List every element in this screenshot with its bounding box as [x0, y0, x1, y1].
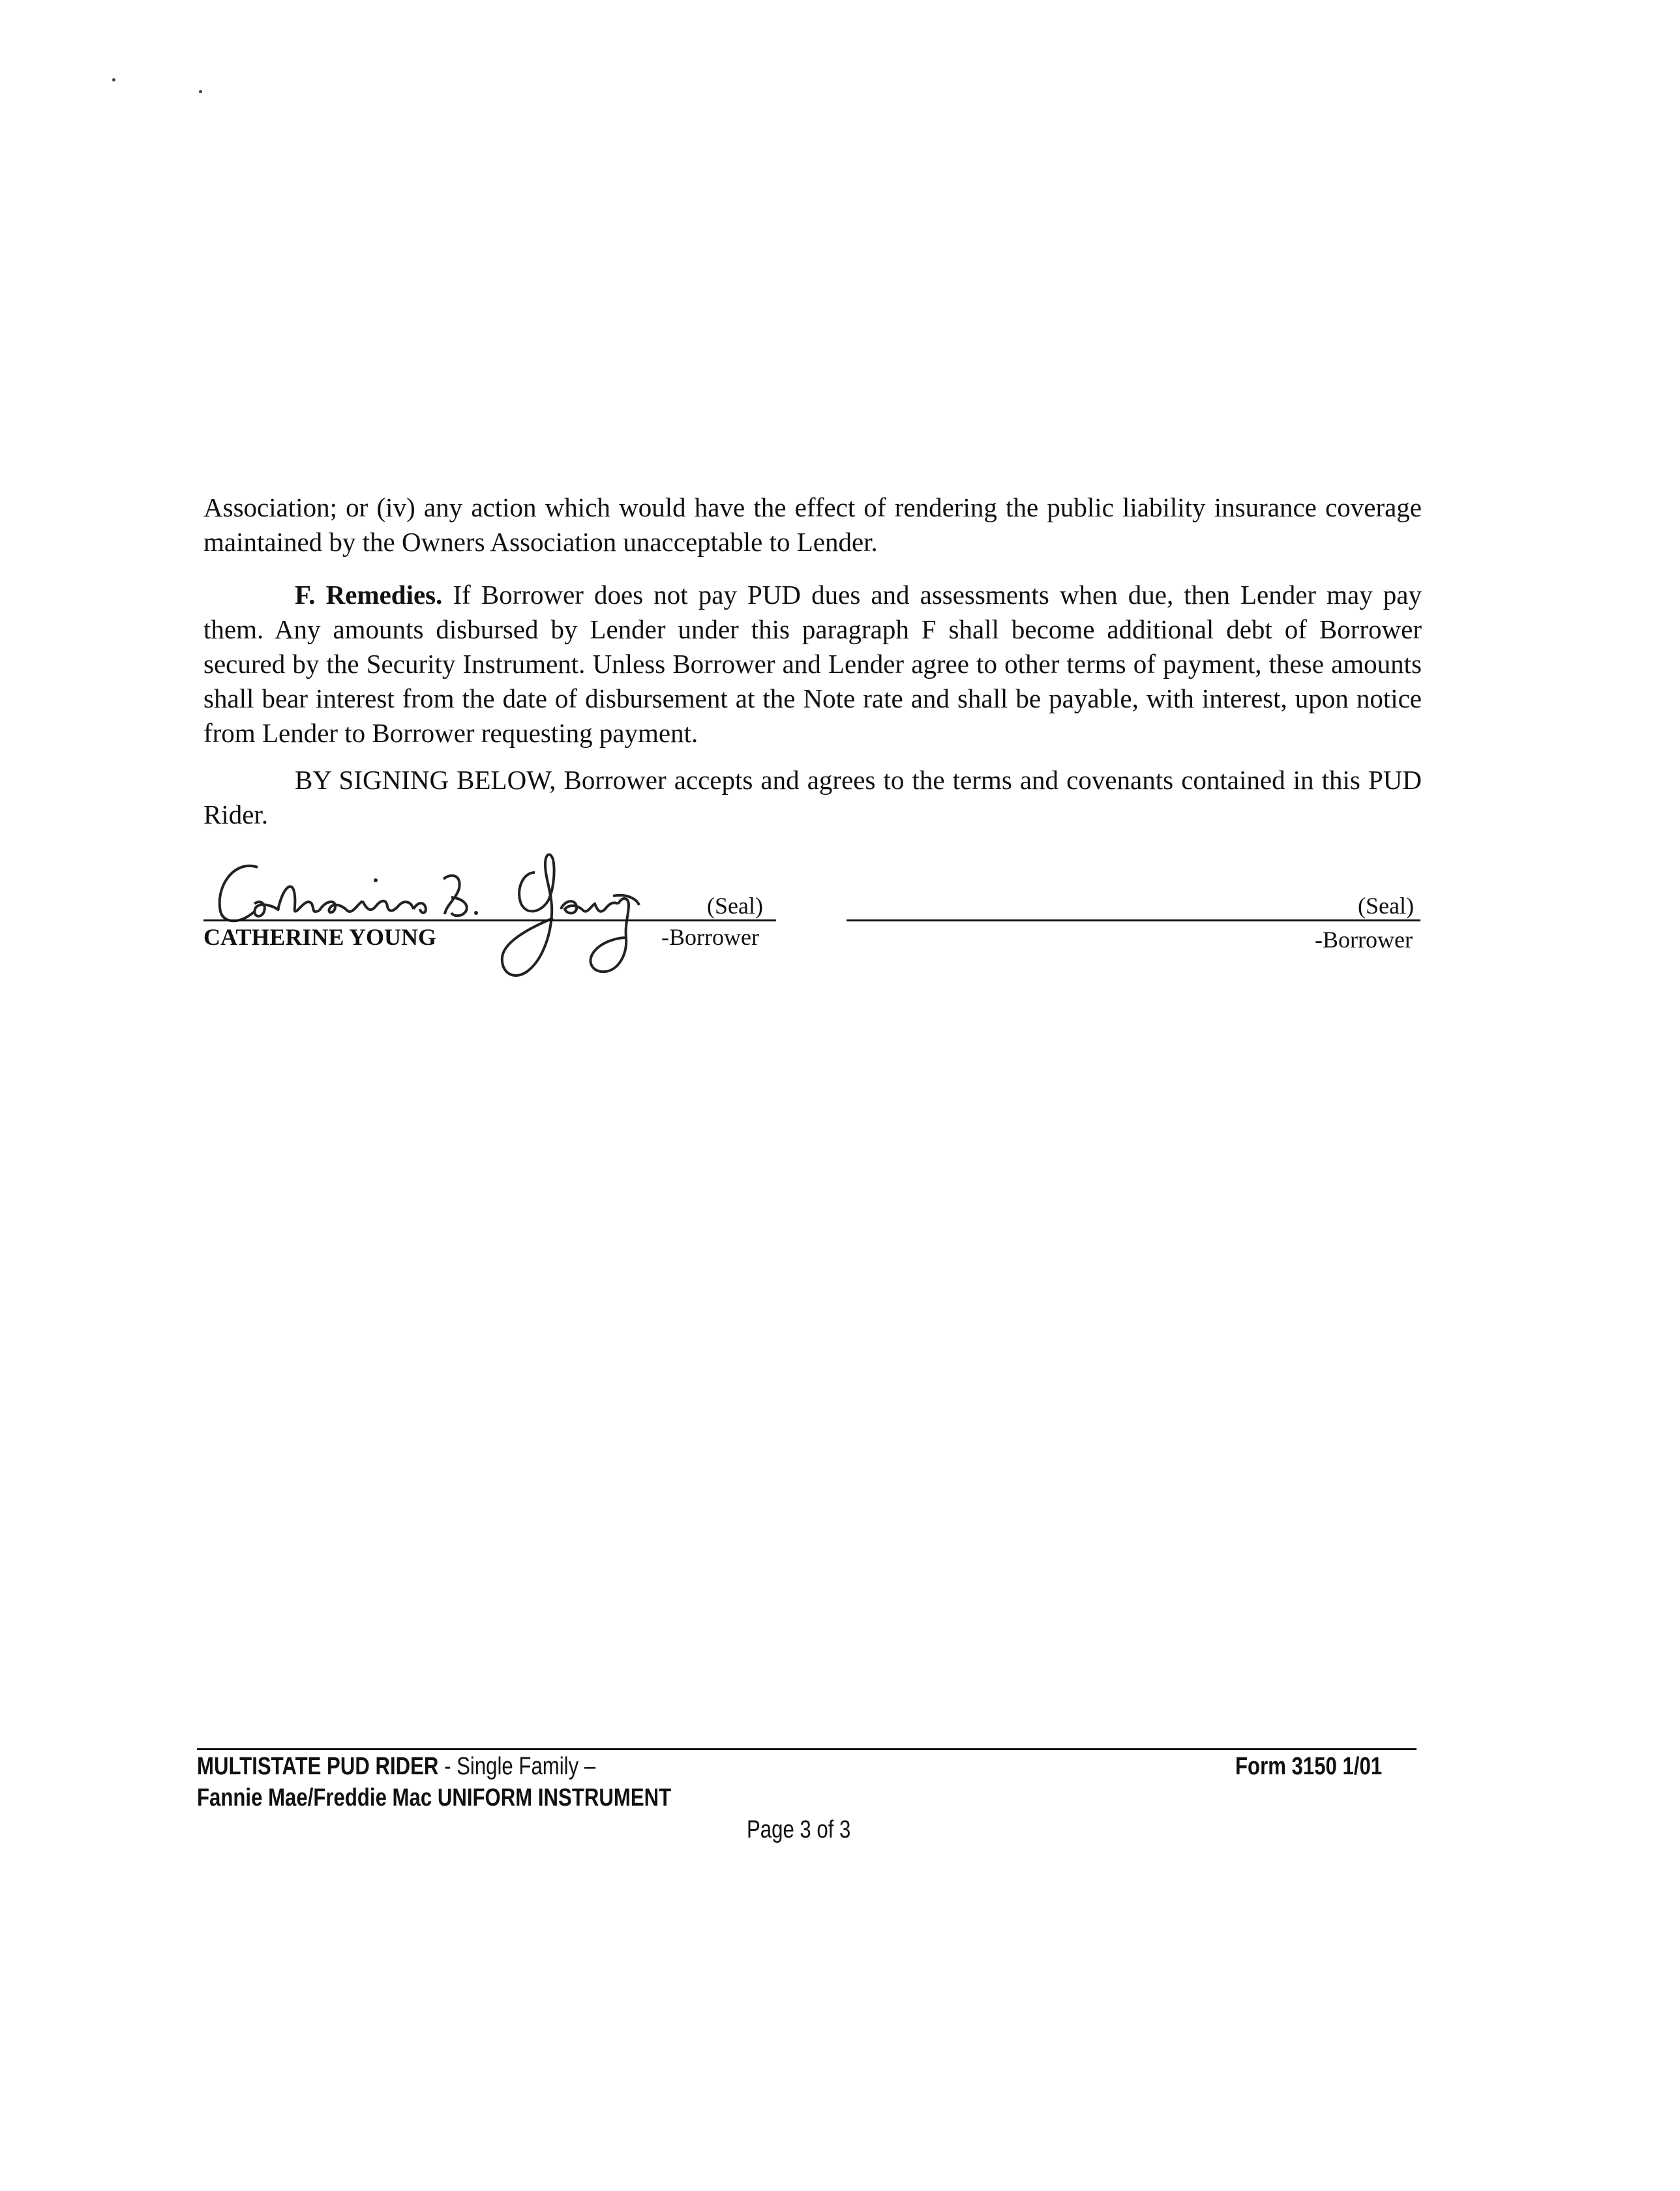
signer-name: CATHERINE YOUNG — [203, 924, 437, 950]
footer-title-line — [197, 1753, 595, 1781]
remedies-heading: F. Remedies. — [295, 580, 443, 610]
footer-title-suffix: - Single Family – — [438, 1753, 596, 1780]
signature-line-left — [203, 919, 776, 921]
seal-label-left: (Seal) — [707, 893, 763, 919]
footer-rule — [197, 1748, 1417, 1750]
handwritten-signature — [196, 833, 691, 983]
page-number: Page 3 of 3 — [747, 1816, 851, 1843]
scan-speck — [199, 90, 202, 93]
role-label-left: -Borrower — [661, 924, 759, 950]
role-label-right: -Borrower — [1315, 927, 1413, 953]
signature-line-right — [847, 919, 1420, 921]
form-number: Form 3150 1/01 — [1235, 1753, 1383, 1780]
remedies-body: If Borrower does not pay PUD dues and assessments when due, then Lender may pay them. Any amounts disbursed by Lender under this paragraph F shall become additional debt of Borrower secured by the Security Instrument. Unless Borrower and Lender agree to other terms of payment, these amounts shall bear interest from the date of disbursement at the Note rate and shall be payable, with interest, upon notice from Lender to Borrower requesting payment. — [203, 580, 1422, 748]
footer-subtitle: Fannie Mae/Freddie Mac UNIFORM INSTRUMENT — [197, 1784, 672, 1811]
paragraph-signing: BY SIGNING BELOW, Borrower accepts and agrees to the terms and covenants contained in this PUD Rider. — [203, 765, 1422, 829]
footer-title: MULTISTATE PUD RIDER — [197, 1753, 439, 1780]
paragraph-association: Association; or (iv) any action which would have the effect of rendering the public liability insurance coverage maintained by the Owners Association unacceptable to Lender. — [203, 492, 1422, 557]
scan-speck — [112, 78, 115, 82]
paragraph-remedies — [203, 578, 1422, 751]
seal-label-right: (Seal) — [1358, 893, 1414, 919]
